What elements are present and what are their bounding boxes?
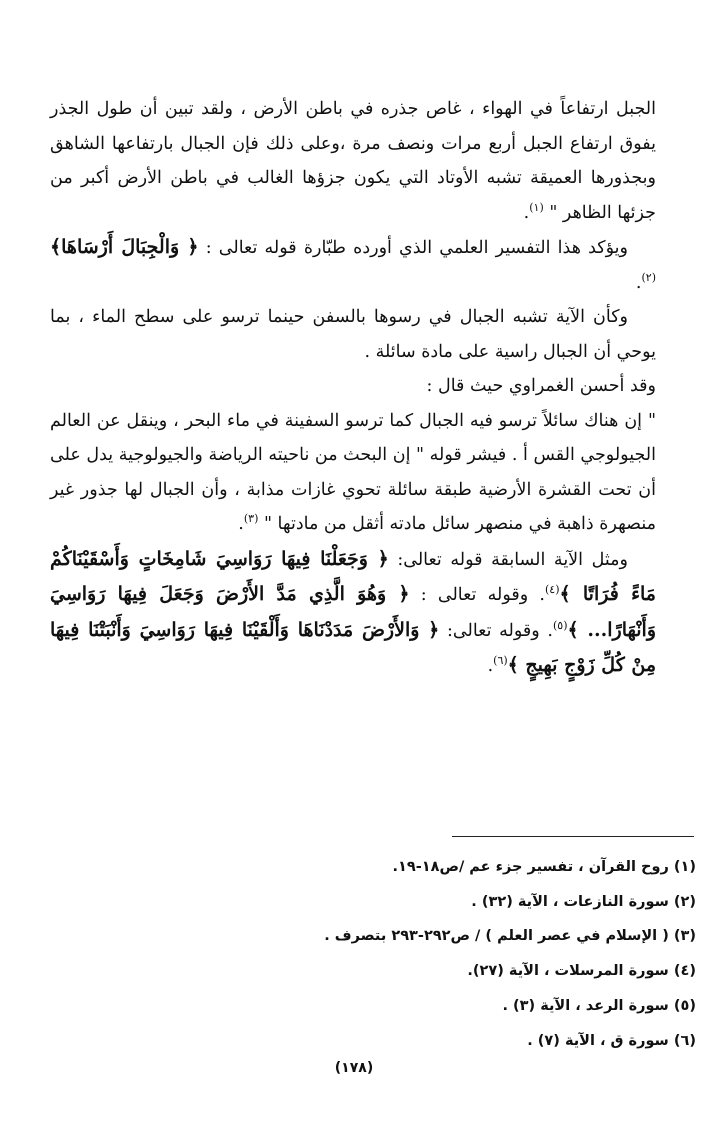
paragraph-text: . وقوله تعالى: [447, 620, 553, 641]
paragraph-2 [50, 230, 656, 300]
footnote-ref: (٢) [641, 270, 656, 284]
quotation-text: " إن هناك سائلاً ترسو فيه الجبال كما ترسو السفينة في ماء البحر ، وينقل عن العالم الجيولوجي القس أ . فيشر قوله " إن البحث من ناحيته الرياضة والجيولوجية يدل على أن تحت القشرة الأرضية طبقة سائلة تحوي غازات مذابة ، وأن الجبال لها جذور غير منصهرة ذاهبة في منصهر سائل مادته أثقل من مادتها " [50, 410, 656, 534]
main-text [50, 92, 656, 684]
quran-verse: ﴿ وَجَعَلْنَا فِيهَا رَوَاسِيَ شَامِخَاتٍ وَأَسْقَيْنَاكُمْ مَاءً فُرَاتًا ﴾ [50, 547, 656, 605]
footnote-4: (٤) سورة المرسلات ، الآية (٢٧). [467, 963, 696, 980]
paragraph-1 [50, 92, 656, 230]
footnote-ref: (٤) [544, 583, 560, 597]
footnote-ref: (٣) [243, 512, 259, 526]
punctuation: . [238, 514, 244, 534]
footnote-1: (١) روح القرآن ، تفسير جزء عم /ص١٨-١٩. [392, 859, 696, 875]
punctuation: . [523, 202, 530, 223]
punctuation: . [487, 656, 494, 676]
footnote-2: (٢) سورة النازعات ، الآية (٣٢) . [471, 893, 696, 910]
footnote-3: (٣) ( الإسلام في عصر العلم ) / ص٢٩٢-٢٩٣ بتصرف . [324, 928, 696, 945]
paragraph-text: ويؤكد هذا التفسير العلمي الذي أورده طبّارة قوله تعالى : [205, 238, 628, 258]
footnote-divider [452, 836, 694, 837]
quran-verse: ﴿ وَالْجِبَالَ أَرْسَاهَا﴾ [50, 236, 199, 258]
paragraph-6 [50, 542, 656, 684]
punctuation: . [635, 272, 642, 293]
paragraph-text: ومثل الآية السابقة قوله تعالى: [397, 549, 628, 570]
quran-verse: ﴿ وَهُوَ الَّذِي مَدَّ الأَرْضَ وَجَعَلَ فِيهَا رَوَاسِيَ وَأَنْهَارًا... ﴾ [50, 583, 656, 641]
paragraph-4: وقد أحسن الغمراوي حيث قال : [426, 376, 656, 396]
quran-verse: ﴿ وَالأَرْضَ مَدَدْنَاهَا وَأَلْقَيْنَا فِيهَا رَوَاسِيَ وَأَنْبَتْنَا فِيهَا مِنْ كُلِّ زَوْجٍ بَهِيجٍ ﴾ [50, 618, 656, 676]
paragraph-text: . وقوله تعالى : [420, 585, 545, 605]
footnote-ref: (٦) [493, 654, 508, 668]
paragraph-text: الجبل ارتفاعاً في الهواء ، غاص جذره في باطن الأرض ، ولقد تبين أن طول الجذر يفوق ارتفاع الجبل أربع مرات ونصف مرة ،وعلى ذلك فإن الجبال بارتفاعها الشاهق وبجذورها العميقة تشبه الأوتاد التي يكون جزؤها الغالب في باطن الأرض أكبر من جزئها الظاهر " [50, 99, 656, 223]
page-number: (١٧٨) [334, 1060, 374, 1076]
footnote-6: (٦) سورة ق ، الآية (٧) . [527, 1032, 696, 1049]
footnote-5: (٥) سورة الرعد ، الآية (٣) . [502, 997, 696, 1014]
footnote-ref: (١) [529, 200, 544, 214]
paragraph-5 [50, 404, 656, 542]
footnote-ref: (٥) [553, 618, 568, 632]
footnotes [50, 850, 696, 1058]
paragraph-3: وكأن الآية تشبه الجبال في رسوها بالسفن حينما ترسو على سطح الماء ، بما يوحي أن الجبال راسية على مادة سائلة . [50, 307, 656, 362]
